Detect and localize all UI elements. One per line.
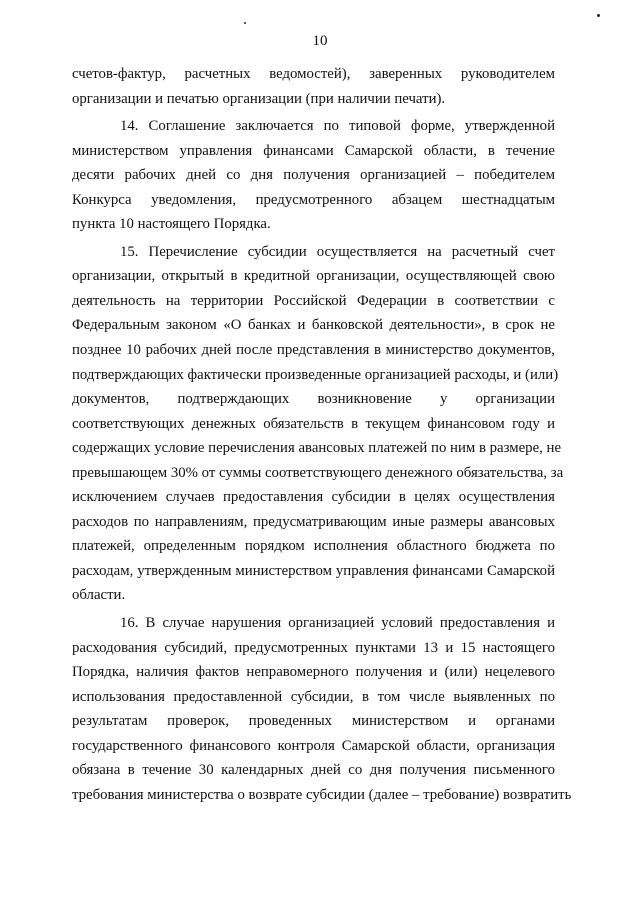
text-line: обязана в течение 30 календарных дней со дня получения письменного	[72, 762, 555, 779]
text-line: организации и печатью организации (при наличии печати).	[72, 90, 446, 107]
text-line: 16. В случае нарушения организацией условий предоставления и	[120, 615, 555, 632]
text-line: подтверждающих фактически произведенные организацией расходы, и (или)	[72, 366, 559, 383]
text-line: содержащих условие перечисления авансовых платежей по ним в размере, не	[72, 440, 562, 457]
text-line: 14. Соглашение заключается по типовой форме, утвержденной	[120, 118, 555, 135]
text-line: позднее 10 рабочих дней после представления в министерство документов,	[72, 342, 555, 359]
page-number: 10	[312, 33, 328, 49]
document-body	[72, 62, 572, 807]
text-line: 15. Перечисление субсидии осуществляется на расчетный счет	[120, 243, 555, 260]
text-line: деятельность на территории Российской Федерации в соответствии с	[72, 292, 555, 309]
text-line: расходов по направлениям, предусматривающим иные размеры авансовых	[72, 513, 555, 530]
scan-speck	[597, 14, 600, 17]
text-line: превышающем 30% от суммы соответствующего денежного обязательства, за	[72, 464, 564, 481]
text-line: Федеральным законом «О банках и банковской деятельности», в срок не	[72, 317, 555, 334]
text-line: исключением случаев предоставления субсидии в целях осуществления	[72, 489, 555, 506]
text-line: расходам, утвержденным министерством управления финансами Самарской	[72, 562, 555, 579]
text-line: использования предоставленной субсидии, в том числе выявленных по	[72, 688, 555, 705]
text-line: десяти рабочих дней со дня получения организацией – победителем	[72, 167, 555, 184]
text-line: результатам проверок, проведенных министерством и органами	[72, 713, 555, 730]
text-line: документов, подтверждающих возникновение у организации	[72, 391, 555, 408]
text-line: организации, открытый в кредитной организации, осуществляющей свою	[72, 268, 555, 285]
text-line: пункта 10 настоящего Порядка.	[72, 216, 271, 233]
text-line: счетов-фактур, расчетных ведомостей), заверенных руководителем	[72, 66, 555, 82]
text-line: области.	[72, 587, 126, 604]
text-line: государственного финансового контроля Самарской области, организация	[72, 737, 555, 754]
text-line: Порядка, наличия фактов неправомерного получения и (или) нецелевого	[72, 664, 555, 681]
text-line: Конкурса уведомления, предусмотренного абзацем шестнадцатым	[72, 191, 555, 208]
text-line: министерством управления финансами Самарской области, в течение	[72, 142, 555, 159]
text-line: требования министерства о возврате субсидии (далее – требование) возвратить	[72, 786, 572, 803]
scan-speck	[244, 22, 246, 24]
text-line: соответствующих денежных обязательств в текущем финансовом году и	[72, 415, 555, 432]
text-line: расходования субсидий, предусмотренных пунктами 13 и 15 настоящего	[72, 639, 555, 656]
text-line: платежей, определенным порядком исполнения областного бюджета по	[72, 538, 555, 555]
